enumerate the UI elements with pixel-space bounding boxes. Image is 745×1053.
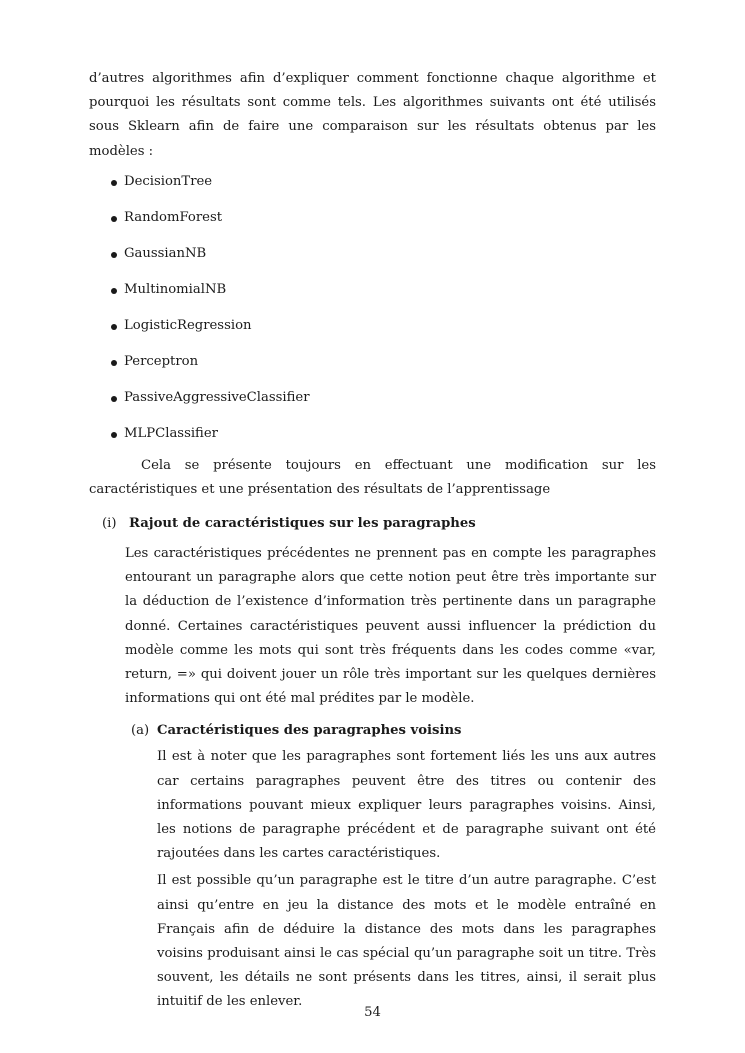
after-list-paragraph: Cela se présente toujours en effectuant une modification sur les caractéristiques et une présentation des résultats de l’apprentissage <box>89 457 656 497</box>
bullet-icon <box>111 396 117 402</box>
list-item <box>89 386 656 422</box>
list-item-label: PassiveAggressiveClassifier <box>124 390 310 406</box>
bullet-icon <box>111 360 117 366</box>
list-item <box>89 350 656 386</box>
list-item <box>89 242 656 278</box>
page-content <box>89 67 656 1015</box>
bullet-icon <box>111 288 117 294</box>
bullet-icon <box>111 324 117 330</box>
section-a-number: (a) <box>131 723 150 739</box>
list-item-label: LogisticRegression <box>124 318 252 334</box>
list-item-label: MLPClassifier <box>124 426 218 442</box>
list-item-label: MultinomialNB <box>124 282 227 298</box>
list-item-label: RandomForest <box>124 209 223 225</box>
algorithm-list <box>89 170 656 459</box>
section-a-heading <box>125 719 656 743</box>
list-item-label: GaussianNB <box>124 246 207 261</box>
bullet-icon <box>111 216 117 222</box>
section-a-body-1: Il est à noter que les paragraphes sont fortement liés les uns aux autres car certains paragraphes peuvent être des titres ou contenir des informations pouvant mieux expliquer leurs paragraphes voisins. Ainsi, les notions de paragraphe précédent et de paragraphe suivant ont été rajoutées dans les cartes caractéristiques. <box>157 749 656 862</box>
intro-paragraph: d’autres algorithmes afin d’expliquer comment fonctionne chaque algorithme et pourquoi les résultats sont comme tels. Les algorithmes suivants ont été utilisés sous Sklearn afin de faire une comparaison sur les résultats obtenus par les modèles : <box>89 71 656 159</box>
list-item <box>89 278 656 314</box>
bullet-icon <box>111 432 117 438</box>
bullet-icon <box>111 180 117 186</box>
section-i-title: Rajout de caractéristiques sur les paragraphes <box>129 515 476 531</box>
section-a-body-2: Il est possible qu’un paragraphe est le titre d’un autre paragraphe. C’est ainsi qu’entre en jeu la distance des mots et le modèle entraîné en Français afin de déduire la distance des mots dans les paragraphes voisins produisant ainsi le cas spécial qu’un paragraphe soit un titre. Très souvent, les détails ne sont présents dans les titres, ainsi, il serait plus intuitif de les enlever. <box>157 873 656 1010</box>
section-i-body-block <box>125 542 656 711</box>
section-i-heading <box>89 512 656 536</box>
section-a-title: Caractéristiques des paragraphes voisins <box>157 723 462 739</box>
section-a-body-block <box>157 745 656 1014</box>
list-item <box>89 170 656 206</box>
section-i-body: Les caractéristiques précédentes ne prennent pas en compte les paragraphes entourant un paragraphe alors que cette notion peut être très importante sur la déduction de l’existence d’information très pertinente dans un paragraphe donné. Certaines caractéristiques peuvent aussi influencer la prédiction du modèle comme les mots qui sont très fréquents dans les codes comme «var, return, =» qui doivent jouer un rôle très important sur les quelques dernières informations qui ont été mal prédites par le modèle. <box>125 545 656 707</box>
bullet-icon <box>111 252 117 258</box>
list-item <box>89 314 656 350</box>
list-item <box>89 422 656 458</box>
list-item-label: DecisionTree <box>124 173 213 189</box>
list-item-label: Perceptron <box>124 354 199 370</box>
page-number: 54 <box>364 1005 381 1020</box>
list-item <box>89 206 656 242</box>
section-i-number: (i) <box>102 515 117 531</box>
